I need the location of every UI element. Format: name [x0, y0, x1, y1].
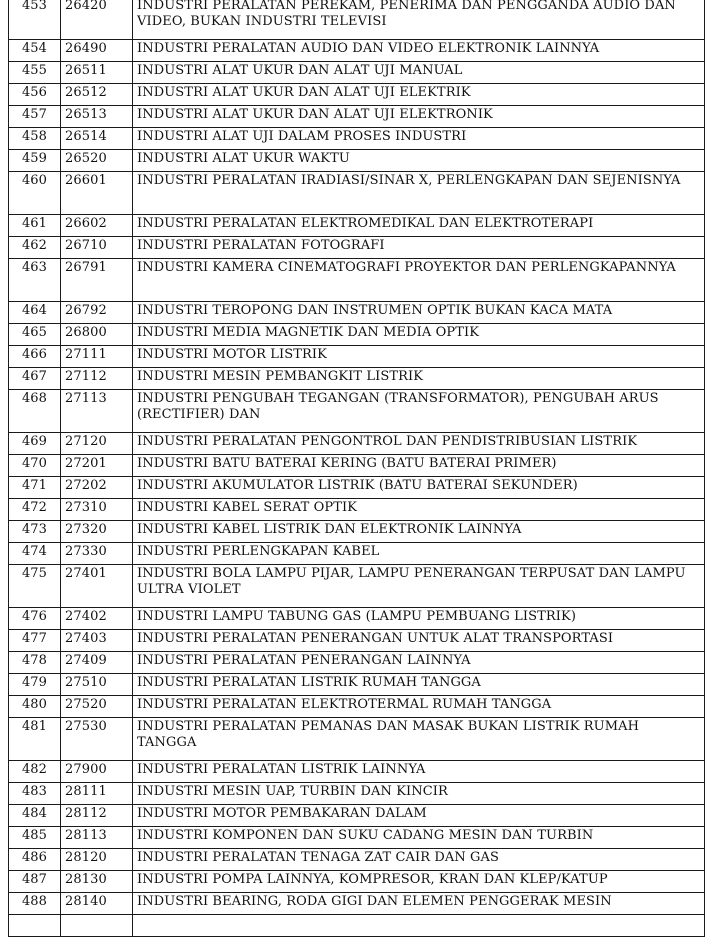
description-cell: INDUSTRI KAMERA CINEMATOGRAFI PROYEKTOR DAN PERLENGKAPANNYA [133, 259, 705, 302]
description-cell: INDUSTRI MESIN PEMBANGKIT LISTRIK [133, 368, 705, 390]
table-row [9, 630, 705, 652]
kbli-code-cell: 26520 [61, 150, 133, 172]
row-number-cell: 484 [9, 805, 61, 827]
row-number-cell: 483 [9, 783, 61, 805]
kbli-code-cell: 27310 [61, 499, 133, 521]
row-number-cell: 456 [9, 84, 61, 106]
row-number-cell: 469 [9, 433, 61, 455]
kbli-code-cell: 27402 [61, 608, 133, 630]
kbli-code-cell: 27510 [61, 674, 133, 696]
description-cell: INDUSTRI ALAT UKUR DAN ALAT UJI ELEKTRONIK [133, 106, 705, 128]
table-row [9, 433, 705, 455]
table-row [9, 455, 705, 477]
kbli-code-cell: 27320 [61, 521, 133, 543]
row-number-cell: 475 [9, 565, 61, 608]
table-row [9, 608, 705, 630]
kbli-code-cell: 27120 [61, 433, 133, 455]
table-row [9, 915, 705, 937]
description-cell [133, 915, 705, 937]
table-row [9, 302, 705, 324]
row-number-cell: 460 [9, 172, 61, 215]
description-cell: INDUSTRI ALAT UKUR DAN ALAT UJI MANUAL [133, 62, 705, 84]
description-cell: INDUSTRI MOTOR PEMBAKARAN DALAM [133, 805, 705, 827]
row-number-cell: 453 [9, 0, 61, 40]
table-row [9, 871, 705, 893]
kbli-code-cell: 27201 [61, 455, 133, 477]
row-number-cell: 466 [9, 346, 61, 368]
description-cell: INDUSTRI AKUMULATOR LISTRIK (BATU BATERAI SEKUNDER) [133, 477, 705, 499]
table-row [9, 390, 705, 433]
row-number-cell: 467 [9, 368, 61, 390]
table-row [9, 106, 705, 128]
row-number-cell: 463 [9, 259, 61, 302]
table-row [9, 0, 705, 40]
kbli-code-cell: 26792 [61, 302, 133, 324]
row-number-cell: 478 [9, 652, 61, 674]
table-row [9, 150, 705, 172]
description-cell: INDUSTRI PERALATAN ELEKTROTERMAL RUMAH TANGGA [133, 696, 705, 718]
table-row [9, 215, 705, 237]
kbli-code-cell: 28112 [61, 805, 133, 827]
kbli-code-cell: 27409 [61, 652, 133, 674]
row-number-cell: 468 [9, 390, 61, 433]
description-cell: INDUSTRI TEROPONG DAN INSTRUMEN OPTIK BUKAN KACA MATA [133, 302, 705, 324]
kbli-code-cell: 28120 [61, 849, 133, 871]
kbli-code-cell: 27900 [61, 761, 133, 783]
row-number-cell: 479 [9, 674, 61, 696]
kbli-code-cell: 27111 [61, 346, 133, 368]
description-cell: INDUSTRI BOLA LAMPU PIJAR, LAMPU PENERANGAN TERPUSAT DAN LAMPU ULTRA VIOLET [133, 565, 705, 608]
table-row [9, 543, 705, 565]
table-row [9, 805, 705, 827]
kbli-code-cell: 27202 [61, 477, 133, 499]
table-row [9, 565, 705, 608]
row-number-cell: 477 [9, 630, 61, 652]
row-number-cell: 459 [9, 150, 61, 172]
kbli-code-cell: 26791 [61, 259, 133, 302]
row-number-cell: 457 [9, 106, 61, 128]
description-cell: INDUSTRI PERALATAN AUDIO DAN VIDEO ELEKTRONIK LAINNYA [133, 40, 705, 62]
description-cell: INDUSTRI PERALATAN PENERANGAN UNTUK ALAT TRANSPORTASI [133, 630, 705, 652]
description-cell: INDUSTRI PENGUBAH TEGANGAN (TRANSFORMATOR), PENGUBAH ARUS (RECTIFIER) DAN [133, 390, 705, 433]
kbli-code-cell: 26490 [61, 40, 133, 62]
description-cell: INDUSTRI PERALATAN PEREKAM, PENERIMA DAN PENGGANDA AUDIO DAN VIDEO, BUKAN INDUSTRI TELEVISI [133, 0, 705, 40]
table-row [9, 827, 705, 849]
kbli-code-cell: 26601 [61, 172, 133, 215]
description-cell: INDUSTRI PERALATAN FOTOGRAFI [133, 237, 705, 259]
description-cell: INDUSTRI PERALATAN LISTRIK RUMAH TANGGA [133, 674, 705, 696]
row-number-cell: 487 [9, 871, 61, 893]
table-row [9, 172, 705, 215]
row-number-cell: 486 [9, 849, 61, 871]
kbli-code-cell: 27112 [61, 368, 133, 390]
kbli-code-cell: 27113 [61, 390, 133, 433]
table-row [9, 674, 705, 696]
row-number-cell: 455 [9, 62, 61, 84]
row-number-cell: 488 [9, 893, 61, 915]
row-number-cell: 474 [9, 543, 61, 565]
table-row [9, 499, 705, 521]
kbli-code-cell: 26512 [61, 84, 133, 106]
kbli-table-body [9, 0, 705, 937]
row-number-cell: 485 [9, 827, 61, 849]
row-number-cell: 472 [9, 499, 61, 521]
row-number-cell: 482 [9, 761, 61, 783]
kbli-code-cell: 28113 [61, 827, 133, 849]
row-number-cell: 470 [9, 455, 61, 477]
table-row [9, 718, 705, 761]
row-number-cell: 465 [9, 324, 61, 346]
description-cell: INDUSTRI KOMPONEN DAN SUKU CADANG MESIN DAN TURBIN [133, 827, 705, 849]
description-cell: INDUSTRI PERALATAN PENERANGAN LAINNYA [133, 652, 705, 674]
table-row [9, 40, 705, 62]
description-cell: INDUSTRI PERALATAN TENAGA ZAT CAIR DAN GAS [133, 849, 705, 871]
description-cell: INDUSTRI PERALATAN ELEKTROMEDIKAL DAN ELEKTROTERAPI [133, 215, 705, 237]
table-row [9, 84, 705, 106]
table-row [9, 237, 705, 259]
kbli-code-cell: 26800 [61, 324, 133, 346]
kbli-code-cell: 27530 [61, 718, 133, 761]
table-row [9, 128, 705, 150]
kbli-code-cell: 26513 [61, 106, 133, 128]
kbli-table [8, 0, 705, 937]
table-row [9, 783, 705, 805]
table-row [9, 696, 705, 718]
description-cell: INDUSTRI PERALATAN PENGONTROL DAN PENDISTRIBUSIAN LISTRIK [133, 433, 705, 455]
kbli-code-cell: 26710 [61, 237, 133, 259]
description-cell: INDUSTRI BEARING, RODA GIGI DAN ELEMEN PENGGERAK MESIN [133, 893, 705, 915]
description-cell: INDUSTRI MESIN UAP, TURBIN DAN KINCIR [133, 783, 705, 805]
kbli-code-cell: 26514 [61, 128, 133, 150]
table-row [9, 893, 705, 915]
kbli-code-cell: 26420 [61, 0, 133, 40]
table-row [9, 849, 705, 871]
description-cell: INDUSTRI KABEL LISTRIK DAN ELEKTRONIK LAINNYA [133, 521, 705, 543]
table-row [9, 652, 705, 674]
row-number-cell: 473 [9, 521, 61, 543]
row-number-cell: 481 [9, 718, 61, 761]
row-number-cell: 480 [9, 696, 61, 718]
description-cell: INDUSTRI PERALATAN LISTRIK LAINNYA [133, 761, 705, 783]
description-cell: INDUSTRI ALAT UJI DALAM PROSES INDUSTRI [133, 128, 705, 150]
description-cell: INDUSTRI LAMPU TABUNG GAS (LAMPU PEMBUANG LISTRIK) [133, 608, 705, 630]
kbli-code-cell: 27330 [61, 543, 133, 565]
description-cell: INDUSTRI POMPA LAINNYA, KOMPRESOR, KRAN DAN KLEP/KATUP [133, 871, 705, 893]
row-number-cell: 454 [9, 40, 61, 62]
row-number-cell [9, 915, 61, 937]
description-cell: INDUSTRI MEDIA MAGNETIK DAN MEDIA OPTIK [133, 324, 705, 346]
table-row [9, 521, 705, 543]
description-cell: INDUSTRI BATU BATERAI KERING (BATU BATERAI PRIMER) [133, 455, 705, 477]
description-cell: INDUSTRI KABEL SERAT OPTIK [133, 499, 705, 521]
description-cell: INDUSTRI PERALATAN IRADIASI/SINAR X, PERLENGKAPAN DAN SEJENISNYA [133, 172, 705, 215]
kbli-code-cell: 26511 [61, 62, 133, 84]
row-number-cell: 462 [9, 237, 61, 259]
row-number-cell: 461 [9, 215, 61, 237]
row-number-cell: 471 [9, 477, 61, 499]
table-row [9, 477, 705, 499]
description-cell: INDUSTRI ALAT UKUR DAN ALAT UJI ELEKTRIK [133, 84, 705, 106]
kbli-code-cell: 28130 [61, 871, 133, 893]
kbli-code-cell: 28111 [61, 783, 133, 805]
description-cell: INDUSTRI MOTOR LISTRIK [133, 346, 705, 368]
kbli-code-cell: 27520 [61, 696, 133, 718]
description-cell: INDUSTRI ALAT UKUR WAKTU [133, 150, 705, 172]
row-number-cell: 458 [9, 128, 61, 150]
kbli-code-cell: 27401 [61, 565, 133, 608]
table-row [9, 324, 705, 346]
kbli-code-cell: 28140 [61, 893, 133, 915]
description-cell: INDUSTRI PERLENGKAPAN KABEL [133, 543, 705, 565]
description-cell: INDUSTRI PERALATAN PEMANAS DAN MASAK BUKAN LISTRIK RUMAH TANGGA [133, 718, 705, 761]
row-number-cell: 476 [9, 608, 61, 630]
table-row [9, 346, 705, 368]
table-row [9, 368, 705, 390]
kbli-code-cell: 26602 [61, 215, 133, 237]
row-number-cell: 464 [9, 302, 61, 324]
kbli-code-cell: 27403 [61, 630, 133, 652]
table-row [9, 761, 705, 783]
table-row [9, 62, 705, 84]
kbli-code-cell [61, 915, 133, 937]
table-row [9, 259, 705, 302]
